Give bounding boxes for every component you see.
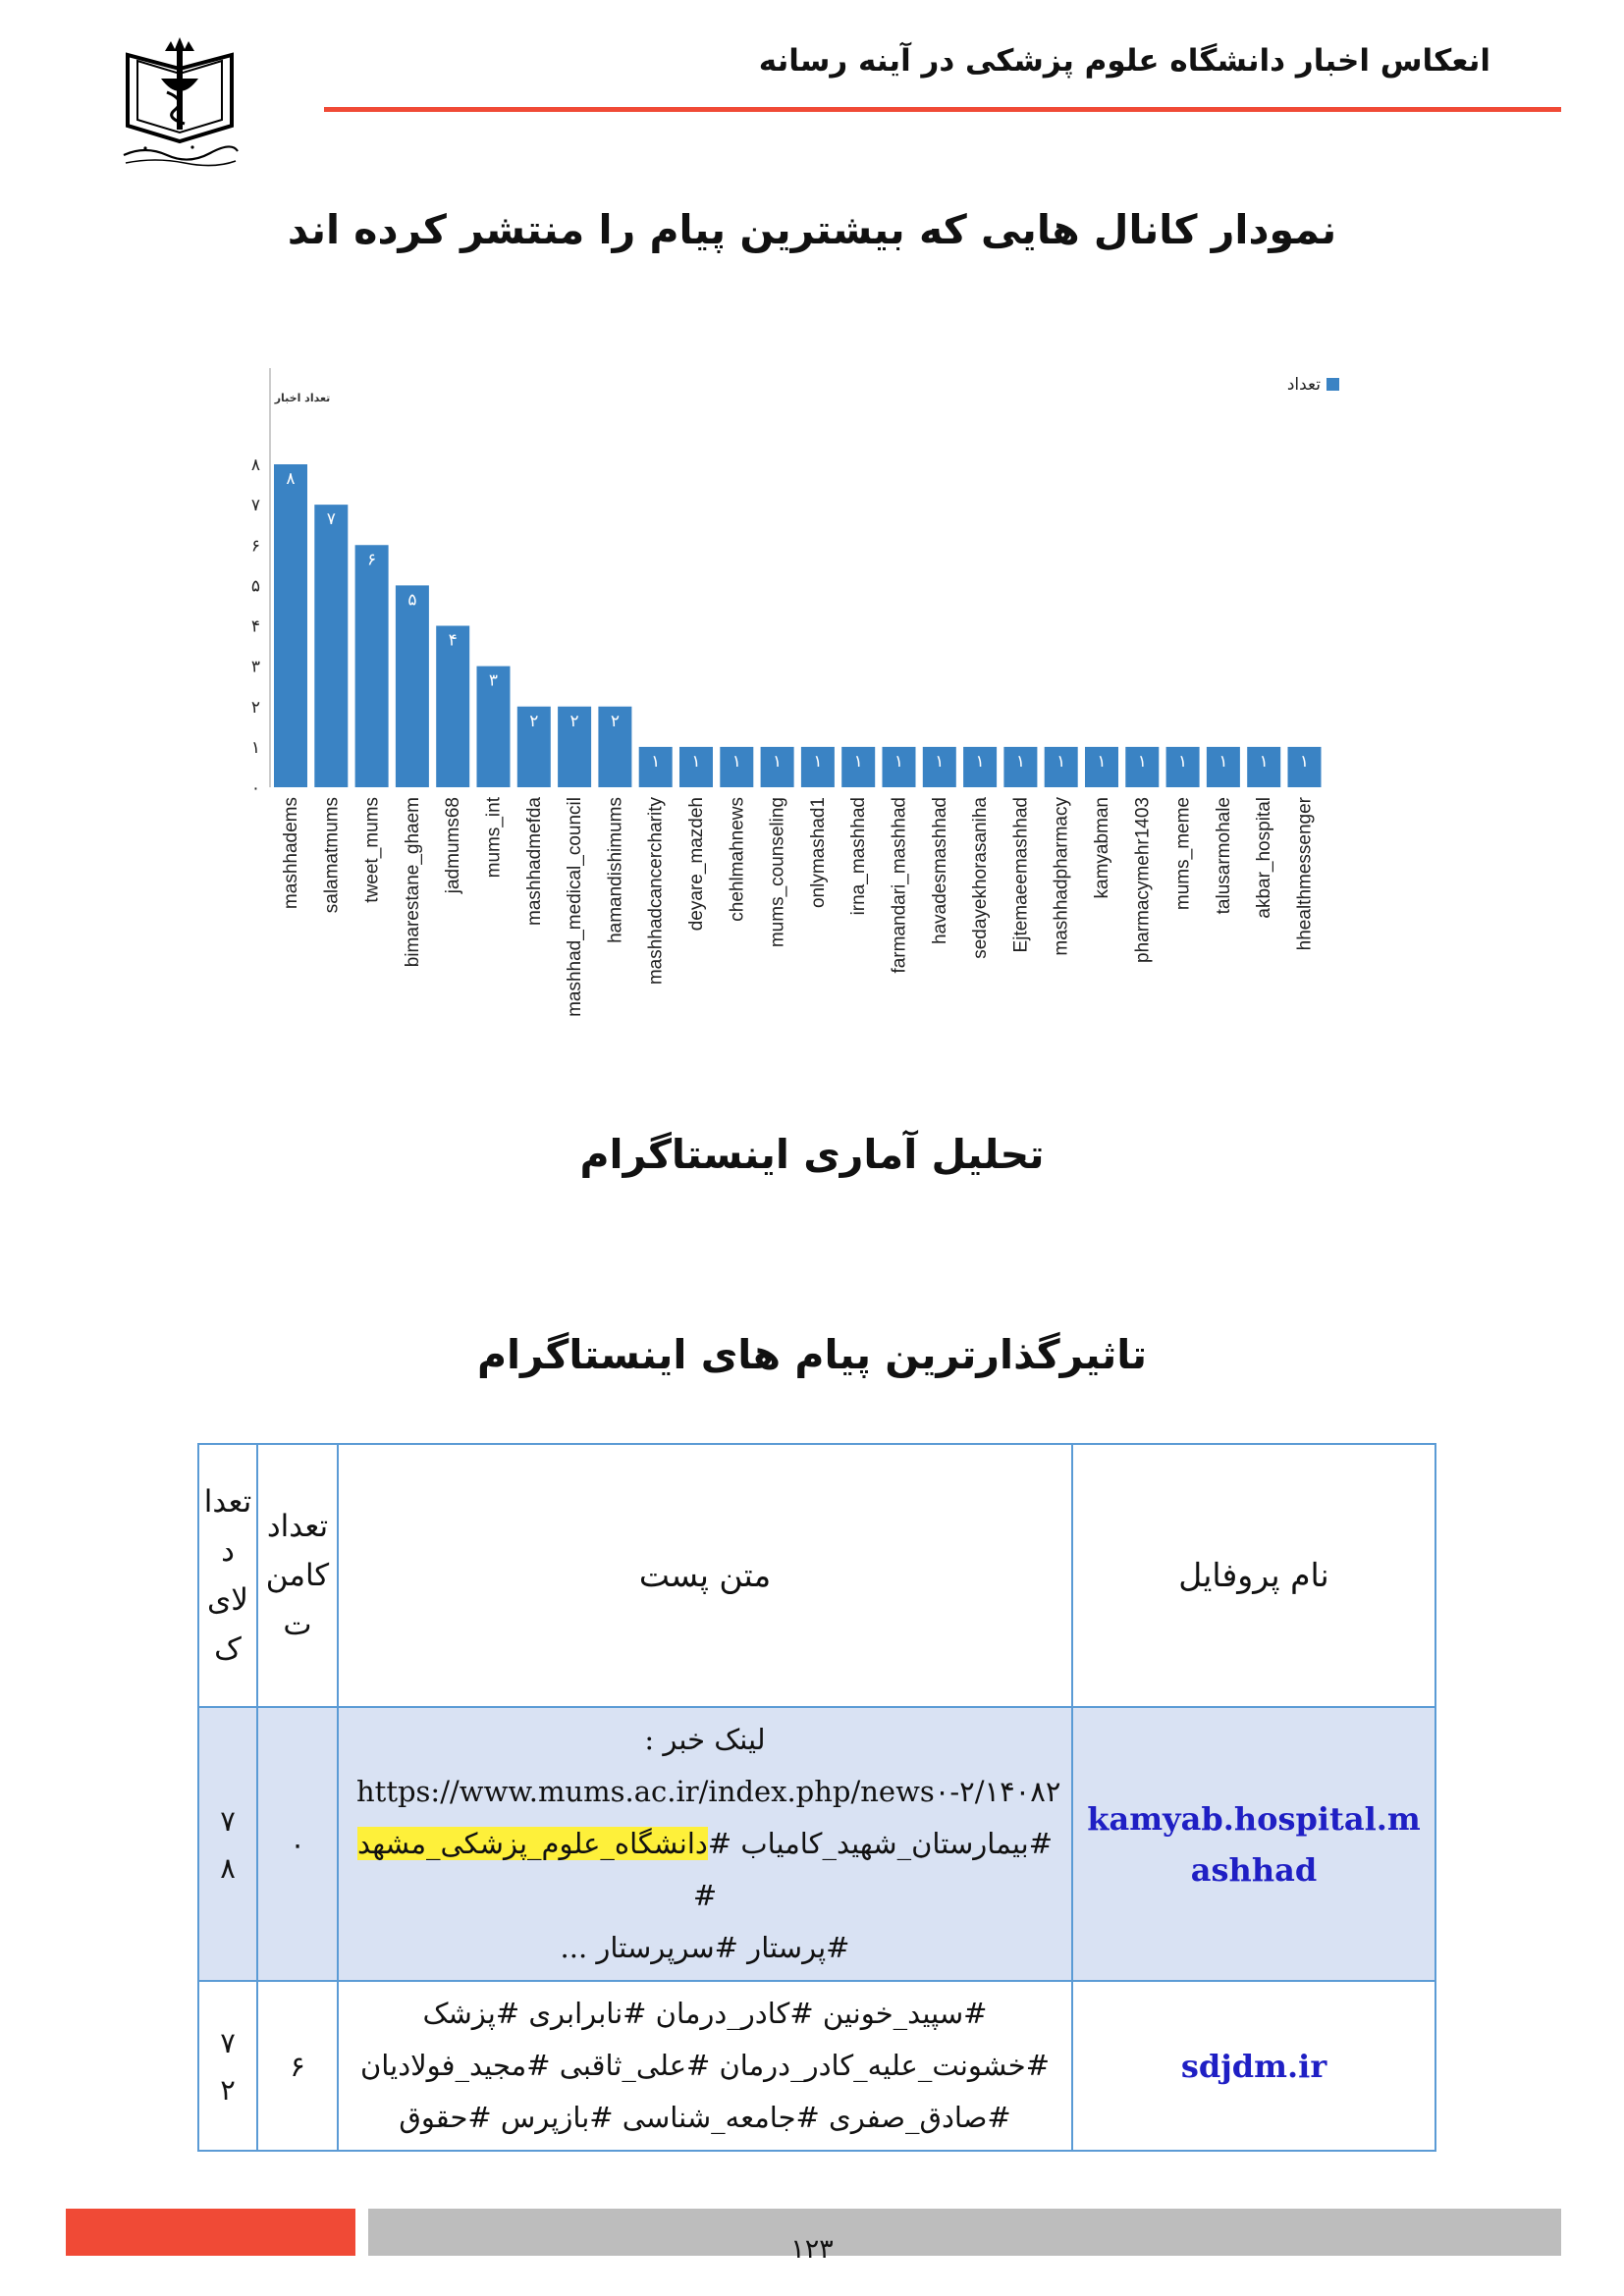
- instagram-analysis-title: تحلیل آماری اینستاگرام: [579, 1131, 1045, 1178]
- like-digit: ۷: [220, 1803, 236, 1838]
- category-label: hamandishimums: [605, 797, 626, 943]
- post-text-line: #پرستار #سرپرستار ...: [560, 1931, 850, 1964]
- y-tick-label: ۵: [250, 576, 260, 597]
- category-label: jadmums68: [443, 797, 464, 894]
- y-tick-label: ۸: [250, 455, 260, 475]
- category-label: Ejtemaeemashhad: [1010, 797, 1032, 953]
- hashtag-text: #بیمارستان_شهید_کامیاب #: [707, 1827, 1053, 1860]
- bar-value-label: ۱: [1137, 751, 1147, 772]
- category-label: hhealthmessenger: [1294, 797, 1316, 951]
- header-comment-line: تعداد: [266, 1509, 329, 1544]
- category-label: mums_meme: [1172, 797, 1194, 911]
- legend-label: تعداد: [1286, 375, 1321, 395]
- post-text: [338, 1707, 1072, 1981]
- category-label: akbar_hospital: [1254, 797, 1275, 919]
- header-like-line: د: [221, 1533, 235, 1569]
- page-number: ۱۲۳: [790, 2234, 834, 2265]
- category-label: salamatmums: [321, 797, 343, 914]
- bar-value-label: ۲: [610, 711, 620, 731]
- header-comment-line: کامن: [265, 1558, 330, 1593]
- category-label: mums_counseling: [767, 797, 788, 948]
- like-digit: ۲: [220, 2072, 236, 2107]
- post-text: [338, 1981, 1072, 2151]
- bar-value-label: ۱: [1056, 751, 1066, 772]
- post-text-line: لینک خبر :: [644, 1723, 766, 1756]
- category-label: chehlmahnews: [727, 797, 748, 922]
- category-label: mashhad_medical_council: [565, 797, 586, 1017]
- post-link-line[interactable]: https://www.mums.ac.ir/index.php/news۰-۲/۱۴۰۸۲: [356, 1775, 1061, 1808]
- chart-canvas: [196, 348, 1375, 1095]
- like-digit: ۷: [220, 2025, 236, 2059]
- table-row: [198, 1707, 1435, 1981]
- y-tick-label: ۷: [250, 496, 260, 516]
- bar-value-label: ۱: [651, 751, 661, 772]
- bar-value-label: ۱: [731, 751, 741, 772]
- bar-tweet_mums: [355, 545, 389, 787]
- comment-count: ۶: [257, 1981, 338, 2151]
- bar-value-label: ۱: [1097, 751, 1107, 772]
- like-digit: ۸: [220, 1850, 236, 1885]
- y-tick-label: ۴: [250, 616, 260, 637]
- bar-value-label: ۵: [407, 590, 417, 611]
- bar-value-label: ۱: [773, 751, 783, 772]
- header-like-line: لای: [207, 1582, 248, 1618]
- bar-value-label: ۱: [893, 751, 904, 772]
- category-label: farmandari_mashhad: [889, 797, 910, 974]
- bar-value-label: ۱: [813, 751, 823, 772]
- y-tick-label: ۳: [250, 657, 260, 677]
- bar-value-label: ۱: [1299, 751, 1310, 772]
- y-tick-label: ۱: [250, 737, 260, 758]
- highlighted-hashtag: دانشگاه_علوم_پزشکی_مشهد: [357, 1827, 708, 1860]
- category-label: mashhadems: [281, 797, 301, 910]
- bar-value-label: ۱: [1015, 751, 1025, 772]
- header-rule: [324, 107, 1561, 112]
- bar-value-label: ۲: [529, 711, 539, 731]
- category-label: bimarestane_ghaem: [402, 797, 423, 968]
- category-label: havadesmashhad: [929, 797, 950, 944]
- bar-value-label: ۶: [367, 550, 377, 570]
- category-label: mashhadpharmacy: [1051, 796, 1072, 956]
- header-title: انعکاس اخبار دانشگاه علوم پزشکی در آینه رسانه: [758, 43, 1490, 79]
- bar-value-label: ۱: [1218, 751, 1228, 772]
- bar-salamatmums: [314, 505, 348, 787]
- y-tick-label: ۲: [250, 697, 260, 718]
- header-post-text: متن پست: [338, 1444, 1072, 1707]
- category-label: deyare_mazdeh: [686, 797, 707, 932]
- bar-value-label: ۳: [488, 670, 499, 691]
- post-text-line: #سپید_خونین #کادر_درمان #نابرابری #پزشک: [422, 1997, 988, 2030]
- post-text-line: #صادق_صفری #جامعه_شناسی #بازپرس #حقوق: [399, 2101, 1011, 2134]
- mums-university-logo-icon: [116, 35, 244, 169]
- header-comment-count: [257, 1444, 338, 1707]
- instagram-posts-title: تاثیرگذارترین پیام های اینستاگرام: [476, 1331, 1148, 1378]
- legend-swatch: [1326, 378, 1339, 391]
- category-label: tweet_mums: [361, 797, 383, 903]
- bar-value-label: ۴: [448, 630, 458, 651]
- category-label: talusarmohale: [1213, 797, 1234, 915]
- bar-value-label: ۸: [286, 469, 296, 489]
- category-label: mashhadmefda: [523, 797, 545, 926]
- category-label: sedayekhorasaniha: [970, 797, 992, 959]
- y-tick-label: ۶: [250, 536, 260, 557]
- category-label: pharmacymehr1403: [1132, 797, 1154, 963]
- bar-bimarestane_ghaem: [396, 585, 429, 787]
- header-like-count: [198, 1444, 257, 1707]
- table-row: [198, 1981, 1435, 2151]
- bar-value-label: ۱: [1178, 751, 1188, 772]
- profile-link[interactable]: kamyab.hospital.mashhad: [1072, 1707, 1435, 1981]
- header-like-line: ک: [214, 1631, 242, 1667]
- bar-value-label: ۱: [975, 751, 985, 772]
- table-header-row: [198, 1444, 1435, 1707]
- post-hashtag-line: [356, 1818, 1054, 1922]
- chart-section-title: نمودار کانال هایی که بیشترین پیام را منتشر کرده اند: [287, 206, 1337, 253]
- category-label: mums_int: [483, 797, 505, 879]
- post-text-line: #خشونت_علیه_کادر_درمان #علی_ثاقبی #مجید_فولادیان: [359, 2049, 1050, 2082]
- category-label: mashhadcancercharity: [645, 797, 667, 986]
- comment-count: ۰: [257, 1707, 338, 1981]
- bar-value-label: ۷: [326, 509, 336, 530]
- header-profile-name: نام پروفایل: [1072, 1444, 1435, 1707]
- bar-value-label: ۱: [691, 751, 701, 772]
- like-count: [198, 1981, 257, 2151]
- bar-value-label: ۱: [935, 751, 945, 772]
- bar-value-label: ۱: [1259, 751, 1269, 772]
- bar-value-label: ۲: [569, 711, 579, 731]
- bar-value-label: ۱: [853, 751, 863, 772]
- like-count: [198, 1707, 257, 1981]
- category-label: onlymashad1: [807, 797, 829, 909]
- header-like-line: تعدا: [203, 1484, 252, 1520]
- hashtag-text: #: [692, 1879, 718, 1912]
- profile-link[interactable]: sdjdm.ir: [1072, 1981, 1435, 2151]
- instagram-posts-table: [197, 1443, 1436, 2152]
- bar-mashhadems: [274, 464, 307, 787]
- category-label: kamyabman: [1092, 797, 1112, 899]
- channels-bar-chart: [196, 348, 1375, 1095]
- y-axis-title: تعداد اخبار: [274, 392, 331, 404]
- header-comment-line: ت: [283, 1607, 312, 1642]
- category-label: irna_mashhad: [848, 797, 870, 916]
- y-tick-label: ۰: [250, 778, 260, 798]
